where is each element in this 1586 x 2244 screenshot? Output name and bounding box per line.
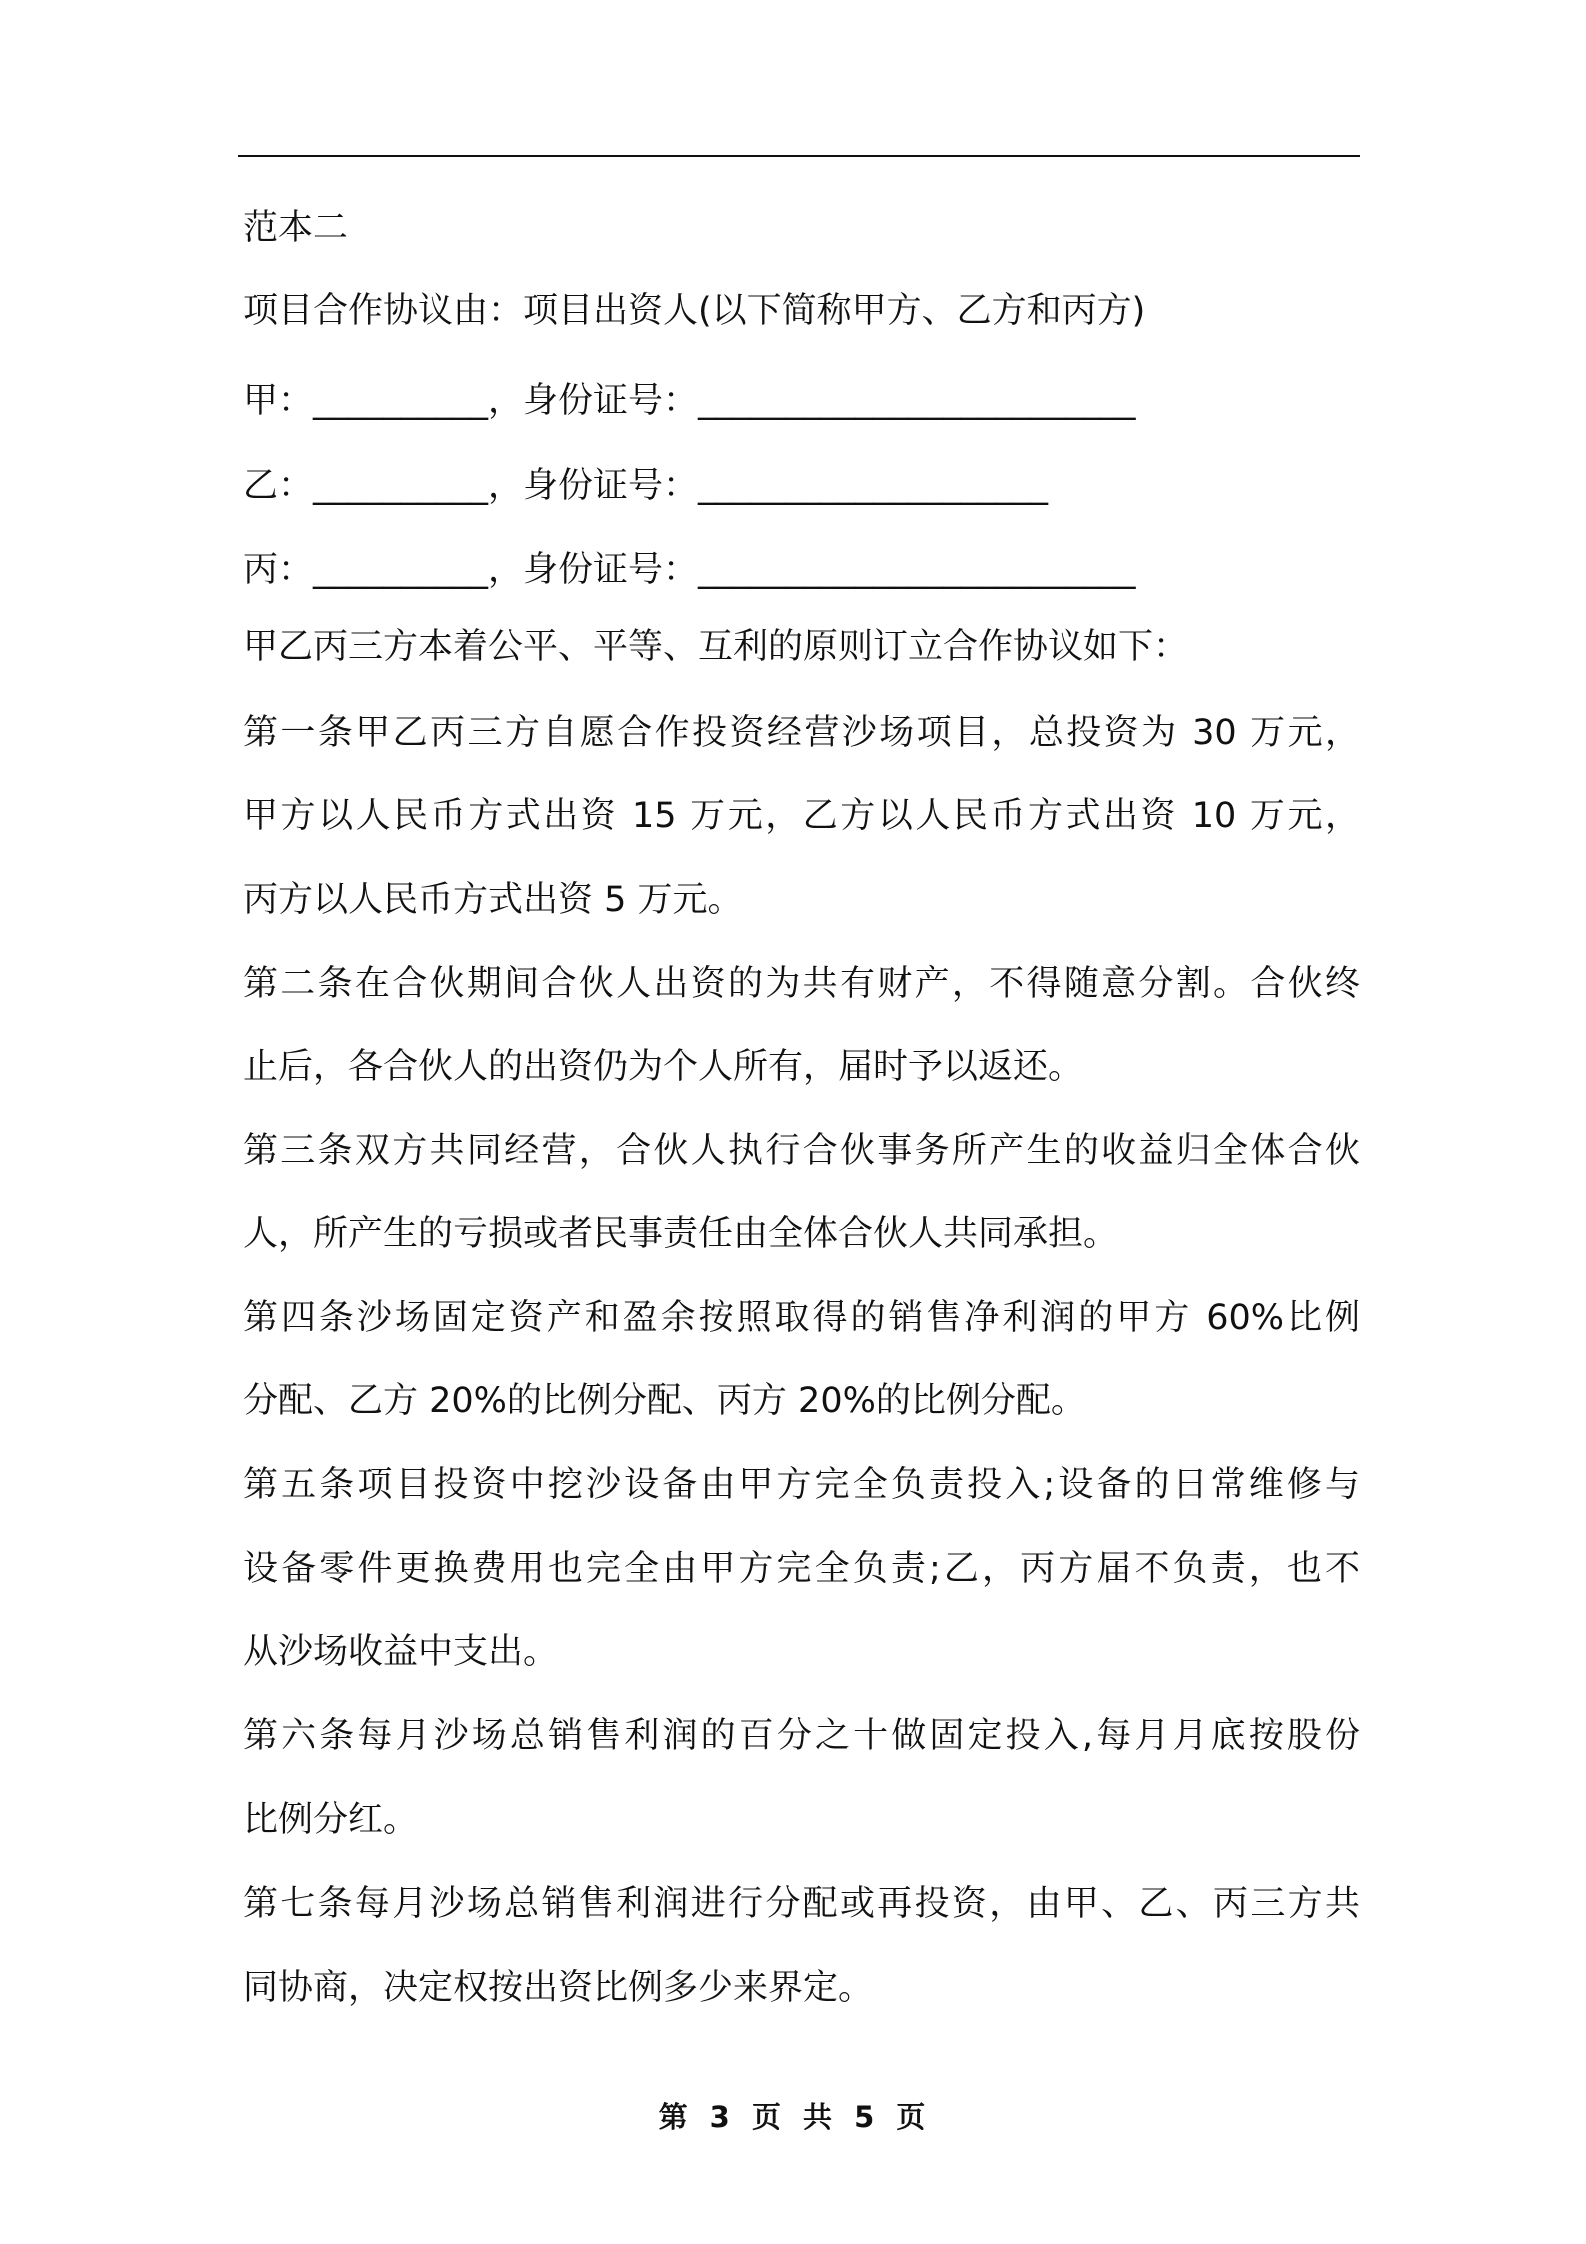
article-3-line-1: 第三条双方共同经营，合伙人执行合伙事务所产生的收益归全体合伙 — [243, 1131, 1360, 1171]
agreement-intro: 项目合作协议由：项目出资人(以下简称甲方、乙方和丙方) — [243, 291, 1146, 331]
article-6-line-2: 比例分红。 — [243, 1800, 419, 1840]
article-5-line-3: 从沙场收益中支出。 — [243, 1632, 559, 1672]
section-title: 范本二 — [243, 208, 349, 248]
article-5-line-1: 第五条项目投资中挖沙设备由甲方完全负责投入;设备的日常维修与 — [243, 1465, 1360, 1505]
party-a-line: 甲：__________，身份证号：_________________________ — [243, 381, 1136, 421]
article-2-line-2: 止后，各合伙人的出资仍为个人所有，届时予以返还。 — [243, 1047, 1084, 1087]
page-number: 第 3 页 共 5 页 — [658, 2100, 928, 2134]
article-4-line-1: 第四条沙场固定资产和盈余按照取得的销售净利润的甲方 60%比例 — [243, 1298, 1360, 1338]
article-4-line-2: 分配、乙方 20%的比例分配、丙方 20%的比例分配。 — [243, 1381, 1086, 1421]
principle-line: 甲乙丙三方本着公平、平等、互利的原则订立合作协议如下： — [243, 627, 1189, 667]
article-7-line-1: 第七条每月沙场总销售利润进行分配或再投资，由甲、乙、丙三方共 — [243, 1884, 1360, 1924]
article-2-line-1: 第二条在合伙期间合伙人出资的为共有财产，不得随意分割。合伙终 — [243, 964, 1360, 1004]
article-1-line-1: 第一条甲乙丙三方自愿合作投资经营沙场项目，总投资为 30 万元， — [243, 713, 1360, 753]
article-5-line-2: 设备零件更换费用也完全由甲方完全负责;乙，丙方届不负责，也不 — [243, 1549, 1360, 1589]
article-1-line-3: 丙方以人民币方式出资 5 万元。 — [243, 880, 743, 920]
article-3-line-2: 人，所产生的亏损或者民事责任由全体合伙人共同承担。 — [243, 1214, 1119, 1254]
party-c-line: 丙：__________，身份证号：_________________________ — [243, 550, 1136, 590]
header-rule — [238, 155, 1360, 157]
article-1-line-2: 甲方以人民币方式出资 15 万元，乙方以人民币方式出资 10 万元， — [243, 796, 1360, 836]
party-b-line: 乙：__________，身份证号：____________________ — [243, 466, 1049, 506]
article-6-line-1: 第六条每月沙场总销售利润的百分之十做固定投入,每月月底按股份 — [243, 1716, 1360, 1756]
article-7-line-2: 同协商，决定权按出资比例多少来界定。 — [243, 1968, 874, 2008]
